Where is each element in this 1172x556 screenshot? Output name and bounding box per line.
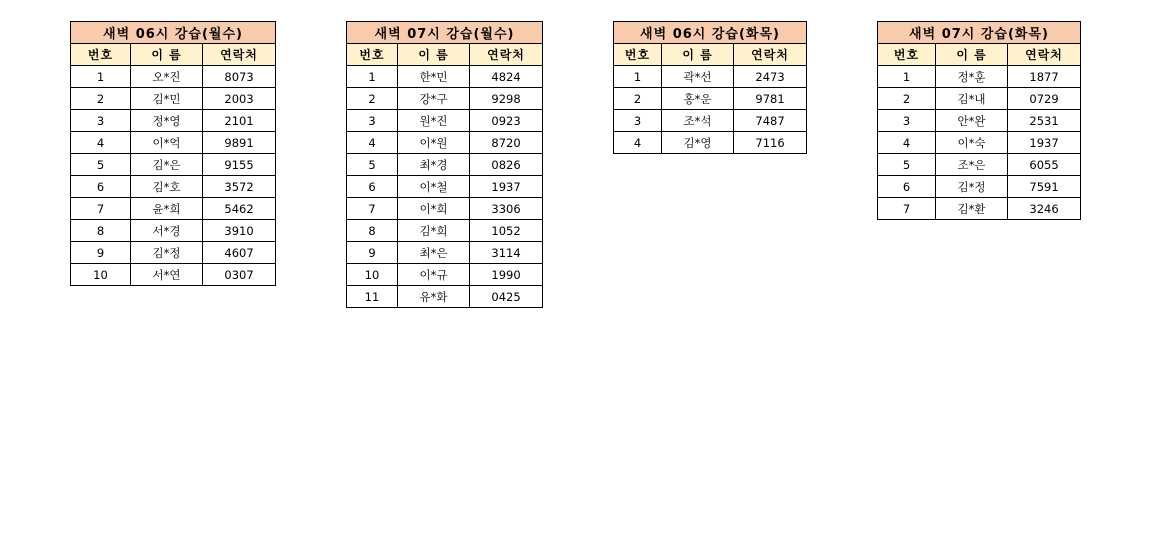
cell-number: 6 bbox=[878, 176, 936, 198]
cell-contact: 9155 bbox=[203, 154, 276, 176]
cell-name: 정*영 bbox=[131, 110, 203, 132]
cell-contact: 9298 bbox=[470, 88, 543, 110]
cell-contact: 8073 bbox=[203, 66, 276, 88]
cell-contact: 7591 bbox=[1008, 176, 1081, 198]
cell-name: 이*희 bbox=[398, 198, 470, 220]
cell-number: 10 bbox=[347, 264, 398, 286]
table-row bbox=[347, 264, 543, 286]
table-row bbox=[347, 132, 543, 154]
cell-contact: 9781 bbox=[734, 88, 807, 110]
cell-contact: 9891 bbox=[203, 132, 276, 154]
table-title: 새벽 07시 강습(화목) bbox=[878, 22, 1081, 44]
table-title: 새벽 07시 강습(월수) bbox=[347, 22, 543, 44]
cell-contact: 3910 bbox=[203, 220, 276, 242]
cell-number: 6 bbox=[71, 176, 131, 198]
cell-name: 김*은 bbox=[131, 154, 203, 176]
cell-contact: 3114 bbox=[470, 242, 543, 264]
table-row bbox=[347, 88, 543, 110]
table-row bbox=[878, 176, 1081, 198]
cell-name: 김*민 bbox=[131, 88, 203, 110]
cell-number: 5 bbox=[347, 154, 398, 176]
cell-number: 6 bbox=[347, 176, 398, 198]
cell-name: 김*희 bbox=[398, 220, 470, 242]
table-row bbox=[878, 132, 1081, 154]
cell-name: 서*연 bbox=[131, 264, 203, 286]
column-header-name: 이 름 bbox=[936, 44, 1008, 66]
cell-number: 8 bbox=[71, 220, 131, 242]
table-row bbox=[71, 242, 276, 264]
cell-name: 김*내 bbox=[936, 88, 1008, 110]
cell-contact: 3572 bbox=[203, 176, 276, 198]
table-row bbox=[878, 88, 1081, 110]
cell-number: 5 bbox=[878, 154, 936, 176]
table-row bbox=[347, 220, 543, 242]
cell-number: 4 bbox=[878, 132, 936, 154]
cell-number: 4 bbox=[614, 132, 662, 154]
cell-contact: 1052 bbox=[470, 220, 543, 242]
cell-contact: 0729 bbox=[1008, 88, 1081, 110]
cell-name: 이*억 bbox=[131, 132, 203, 154]
cell-number: 9 bbox=[71, 242, 131, 264]
column-header-number: 번호 bbox=[347, 44, 398, 66]
cell-contact: 1937 bbox=[1008, 132, 1081, 154]
cell-number: 4 bbox=[347, 132, 398, 154]
column-header-contact: 연락처 bbox=[734, 44, 807, 66]
cell-number: 3 bbox=[71, 110, 131, 132]
cell-number: 3 bbox=[878, 110, 936, 132]
roster-table-0600-tue-thu bbox=[613, 21, 807, 154]
table-row bbox=[614, 88, 807, 110]
cell-number: 10 bbox=[71, 264, 131, 286]
cell-contact: 4607 bbox=[203, 242, 276, 264]
cell-contact: 4824 bbox=[470, 66, 543, 88]
cell-number: 1 bbox=[347, 66, 398, 88]
table-row bbox=[878, 66, 1081, 88]
table-title: 새벽 06시 강습(화목) bbox=[614, 22, 807, 44]
cell-number: 2 bbox=[878, 88, 936, 110]
table-row bbox=[347, 154, 543, 176]
cell-contact: 6055 bbox=[1008, 154, 1081, 176]
cell-name: 한*민 bbox=[398, 66, 470, 88]
cell-contact: 8720 bbox=[470, 132, 543, 154]
cell-name: 조*석 bbox=[662, 110, 734, 132]
cell-contact: 2003 bbox=[203, 88, 276, 110]
cell-contact: 0425 bbox=[470, 286, 543, 308]
roster-table-0600-mon-wed bbox=[70, 21, 276, 286]
cell-contact: 7116 bbox=[734, 132, 807, 154]
cell-name: 오*진 bbox=[131, 66, 203, 88]
table-row bbox=[347, 110, 543, 132]
cell-name: 이*철 bbox=[398, 176, 470, 198]
table-row bbox=[614, 66, 807, 88]
cell-name: 강*구 bbox=[398, 88, 470, 110]
table-row bbox=[71, 198, 276, 220]
table-row bbox=[71, 176, 276, 198]
cell-name: 최*은 bbox=[398, 242, 470, 264]
table-row bbox=[878, 154, 1081, 176]
table-row bbox=[614, 110, 807, 132]
cell-number: 2 bbox=[614, 88, 662, 110]
cell-contact: 3306 bbox=[470, 198, 543, 220]
cell-contact: 0307 bbox=[203, 264, 276, 286]
table-row bbox=[878, 198, 1081, 220]
table-row bbox=[347, 242, 543, 264]
cell-name: 이*숙 bbox=[936, 132, 1008, 154]
cell-contact: 1990 bbox=[470, 264, 543, 286]
cell-number: 7 bbox=[71, 198, 131, 220]
cell-name: 조*은 bbox=[936, 154, 1008, 176]
table-row bbox=[71, 154, 276, 176]
column-header-contact: 연락처 bbox=[203, 44, 276, 66]
table-row bbox=[347, 176, 543, 198]
cell-number: 1 bbox=[614, 66, 662, 88]
column-header-name: 이 름 bbox=[662, 44, 734, 66]
cell-contact: 1937 bbox=[470, 176, 543, 198]
table-row bbox=[71, 264, 276, 286]
cell-name: 정*훈 bbox=[936, 66, 1008, 88]
column-header-contact: 연락처 bbox=[470, 44, 543, 66]
cell-number: 7 bbox=[347, 198, 398, 220]
cell-number: 7 bbox=[878, 198, 936, 220]
table-row bbox=[347, 286, 543, 308]
cell-contact: 7487 bbox=[734, 110, 807, 132]
cell-name: 유*화 bbox=[398, 286, 470, 308]
cell-name: 최*경 bbox=[398, 154, 470, 176]
cell-contact: 3246 bbox=[1008, 198, 1081, 220]
table-row bbox=[71, 66, 276, 88]
cell-name: 김*정 bbox=[936, 176, 1008, 198]
cell-number: 4 bbox=[71, 132, 131, 154]
cell-name: 서*경 bbox=[131, 220, 203, 242]
table-row bbox=[347, 198, 543, 220]
cell-contact: 2473 bbox=[734, 66, 807, 88]
cell-name: 홍*운 bbox=[662, 88, 734, 110]
cell-name: 안*완 bbox=[936, 110, 1008, 132]
cell-number: 9 bbox=[347, 242, 398, 264]
cell-name: 김*영 bbox=[662, 132, 734, 154]
column-header-number: 번호 bbox=[614, 44, 662, 66]
cell-number: 11 bbox=[347, 286, 398, 308]
cell-number: 5 bbox=[71, 154, 131, 176]
cell-number: 3 bbox=[347, 110, 398, 132]
column-header-name: 이 름 bbox=[131, 44, 203, 66]
cell-number: 2 bbox=[71, 88, 131, 110]
cell-name: 곽*선 bbox=[662, 66, 734, 88]
cell-number: 1 bbox=[878, 66, 936, 88]
column-header-name: 이 름 bbox=[398, 44, 470, 66]
cell-name: 이*규 bbox=[398, 264, 470, 286]
table-title: 새벽 06시 강습(월수) bbox=[71, 22, 276, 44]
cell-name: 김*호 bbox=[131, 176, 203, 198]
column-header-number: 번호 bbox=[71, 44, 131, 66]
cell-contact: 1877 bbox=[1008, 66, 1081, 88]
cell-contact: 0923 bbox=[470, 110, 543, 132]
table-row bbox=[71, 220, 276, 242]
cell-name: 원*진 bbox=[398, 110, 470, 132]
roster-table-0700-mon-wed bbox=[346, 21, 543, 308]
cell-name: 윤*희 bbox=[131, 198, 203, 220]
column-header-contact: 연락처 bbox=[1008, 44, 1081, 66]
table-row bbox=[71, 110, 276, 132]
table-row bbox=[347, 66, 543, 88]
table-row bbox=[71, 132, 276, 154]
cell-number: 8 bbox=[347, 220, 398, 242]
cell-contact: 0826 bbox=[470, 154, 543, 176]
cell-contact: 5462 bbox=[203, 198, 276, 220]
cell-contact: 2101 bbox=[203, 110, 276, 132]
cell-contact: 2531 bbox=[1008, 110, 1081, 132]
roster-table-0700-tue-thu bbox=[877, 21, 1081, 220]
table-row bbox=[614, 132, 807, 154]
cell-name: 김*환 bbox=[936, 198, 1008, 220]
table-row bbox=[878, 110, 1081, 132]
cell-name: 이*원 bbox=[398, 132, 470, 154]
table-row bbox=[71, 88, 276, 110]
column-header-number: 번호 bbox=[878, 44, 936, 66]
cell-name: 김*정 bbox=[131, 242, 203, 264]
cell-number: 2 bbox=[347, 88, 398, 110]
cell-number: 1 bbox=[71, 66, 131, 88]
cell-number: 3 bbox=[614, 110, 662, 132]
